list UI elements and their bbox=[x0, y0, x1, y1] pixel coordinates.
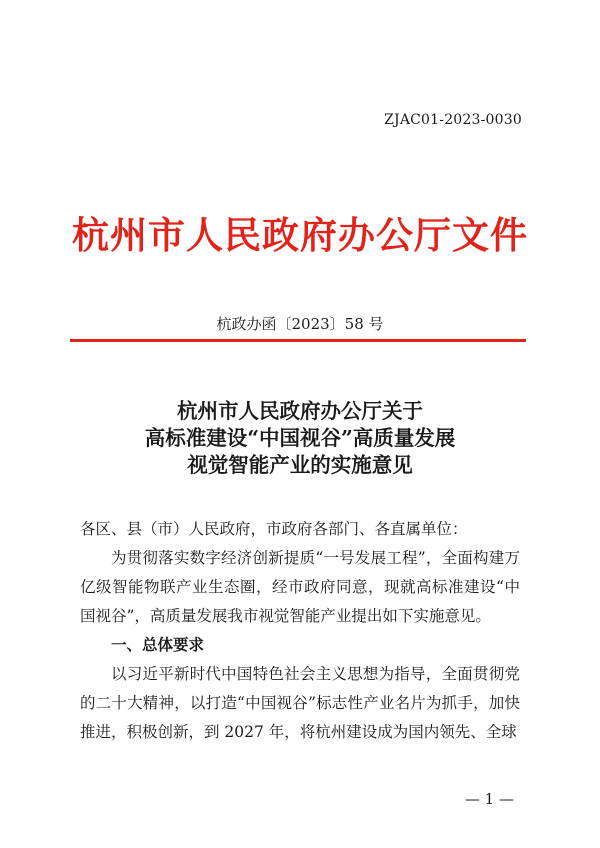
title-line-2: 高标准建设“中国视谷”高质量发展 bbox=[144, 426, 456, 450]
salutation: 各区、县（市）人民政府，市政府各部门、各直属单位： bbox=[80, 520, 468, 538]
red-divider-line bbox=[70, 339, 526, 342]
document-title bbox=[0, 398, 600, 479]
section-heading-1: 一、总体要求 bbox=[111, 636, 205, 654]
document-code: ZJAC01-2023-0030 bbox=[384, 112, 522, 128]
document-number: 杭政办函〔2023〕58 号 bbox=[216, 315, 384, 333]
title-line-3: 视觉智能产业的实施意见 bbox=[187, 453, 413, 477]
page-number: — 1 — bbox=[464, 790, 514, 808]
intro-paragraph: 为贯彻落实数字经济创新提质“一号发展工程”，全面构建万亿级智能物联产业生态圈，经市政府同意，现就高标准建设“中国视谷”，高质量发展我市视觉智能产业提出如下实施意见。 bbox=[80, 549, 520, 625]
document-body bbox=[80, 515, 520, 747]
section-paragraph-1: 以习近平新时代中国特色社会主义思想为指导，全面贯彻党的二十大精神，以打造“中国视谷”标志性产业名片为抓手，加快推进，积极创新，到 2027 年，将杭州建设成为国内领先、全球 bbox=[80, 665, 520, 741]
title-line-1: 杭州市人民政府办公厅关于 bbox=[177, 399, 423, 423]
masthead-title: 杭州市人民政府办公厅文件 bbox=[72, 214, 528, 257]
